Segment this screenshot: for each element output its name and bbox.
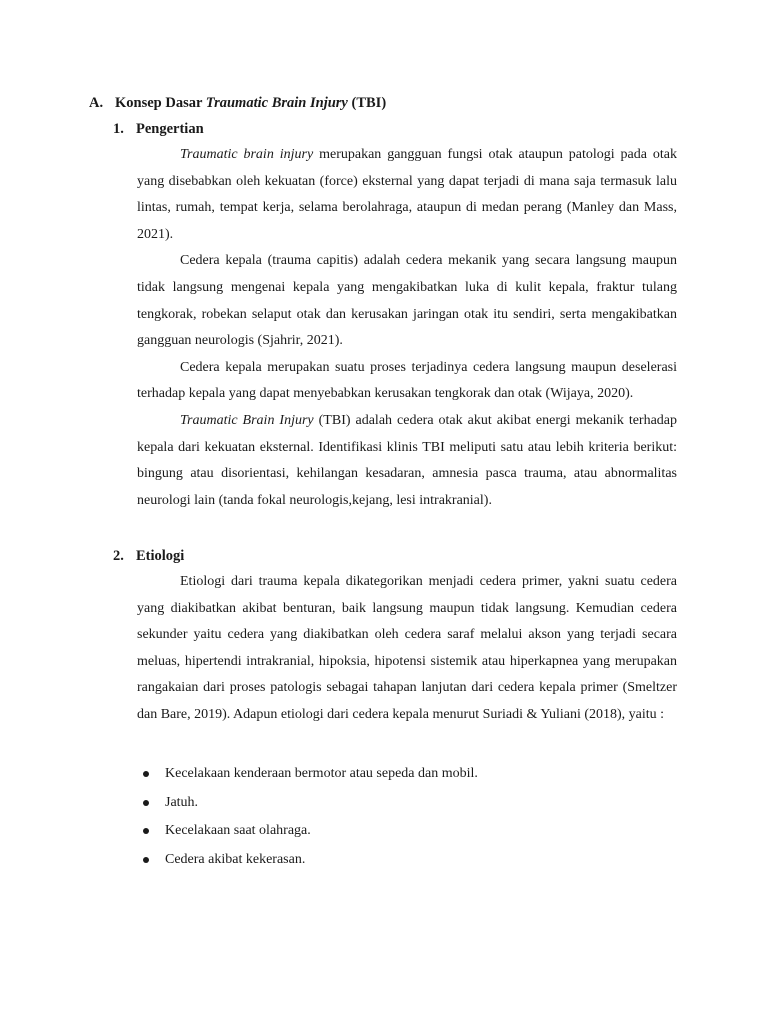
subheading-number: 1. xyxy=(113,121,124,137)
paragraph xyxy=(137,142,677,248)
bullet-icon xyxy=(143,800,149,806)
section-title-prefix: Konsep Dasar xyxy=(115,95,203,111)
bullet-icon xyxy=(143,857,149,863)
list-item-text: Jatuh. xyxy=(165,794,199,810)
subheading-number: 2. xyxy=(113,548,124,564)
bullet-icon xyxy=(143,771,149,777)
list-item-text: Cedera akibat kekerasan. xyxy=(165,851,306,867)
paragraph-text: merupakan gangguan fungsi otak ataupun patologi pada otak yang disebabkan oleh kekuatan (force) eksternal yang dapat terjadi di mana saja termasuk lalu lintas, rumah, tempat kerja, selama berolahraga, ataupun di medan perang (Manley dan Mass, 2021). xyxy=(137,147,677,242)
section-letter: A. xyxy=(89,95,104,111)
list-item xyxy=(137,846,478,875)
paragraph-italic-term: Traumatic Brain Injury xyxy=(180,412,314,428)
bullet-icon xyxy=(143,828,149,834)
subheading-pengertian xyxy=(113,119,204,139)
section-heading xyxy=(89,93,386,113)
subheading-title: Pengertian xyxy=(136,121,204,137)
etiologi-list xyxy=(137,760,478,874)
paragraph: Cedera kepala (trauma capitis) adalah cedera mekanik yang secara langsung maupun tidak langsung mengenai kepala yang mengakibatkan luka di kulit kepala, fraktur tulang tengkorak, robekan selaput otak dan kerusakan jaringan otak itu sendiri, serta mengakibatkan gangguan neurologis (Sjahrir, 2021). xyxy=(137,253,677,349)
subheading-etiologi xyxy=(113,546,184,566)
paragraph-italic-term: Traumatic brain injury xyxy=(180,147,314,162)
list-item-text: Kecelakaan kenderaan bermotor atau sepeda dan mobil. xyxy=(165,766,478,781)
paragraph: Cedera kepala merupakan suatu proses terjadinya cedera langsung maupun deselerasi terhadap kepala yang dapat menyebabkan kerusakan tengkorak dan otak (Wijaya, 2020). xyxy=(137,359,677,402)
section-title-italic: Traumatic Brain Injury xyxy=(205,95,348,111)
list-item-text: Kecelakaan saat olahraga. xyxy=(165,823,311,838)
etiologi-body xyxy=(137,569,677,729)
paragraph: Etiologi dari trauma kepala dikategorikan menjadi cedera primer, yakni suatu cedera yang diakibatkan akibat benturan, baik langsung maupun tidak langsung. Kemudian cedera sekunder yaitu cedera yang diakibatkan oleh cedera saraf melalui akson yang terjadi secara meluas, hipertendi intrakranial, hipoksia, hipotensi sistemik atau hiperkapnea yang merupakan rangakaian dari proses patologis sebagai tahapan lanjutan dari cedera kepala primer (Smeltzer dan Bare, 2019). Adapun etiologi dari cedera kepala menurut Suriadi & Yuliani (2018), yaitu : xyxy=(137,574,677,722)
list-item xyxy=(137,789,478,818)
subheading-title: Etiologi xyxy=(136,548,185,564)
paragraph xyxy=(137,408,677,514)
list-item xyxy=(137,817,478,846)
paragraph-text: (TBI) adalah cedera otak akut akibat energi mekanik terhadap kepala dari kekuatan eksternal. Identifikasi klinis TBI meliputi satu atau lebih kriteria berikut: bingung atau disorientasi, kehilangan kesadaran, amnesia pasca trauma, atau abnormalitas neurologi lain (tanda fokal neurologis,kejang, lesi intrakranial). xyxy=(137,412,678,508)
pengertian-body xyxy=(137,142,677,514)
section-title-suffix: (TBI) xyxy=(351,95,387,111)
list-item xyxy=(137,760,478,789)
